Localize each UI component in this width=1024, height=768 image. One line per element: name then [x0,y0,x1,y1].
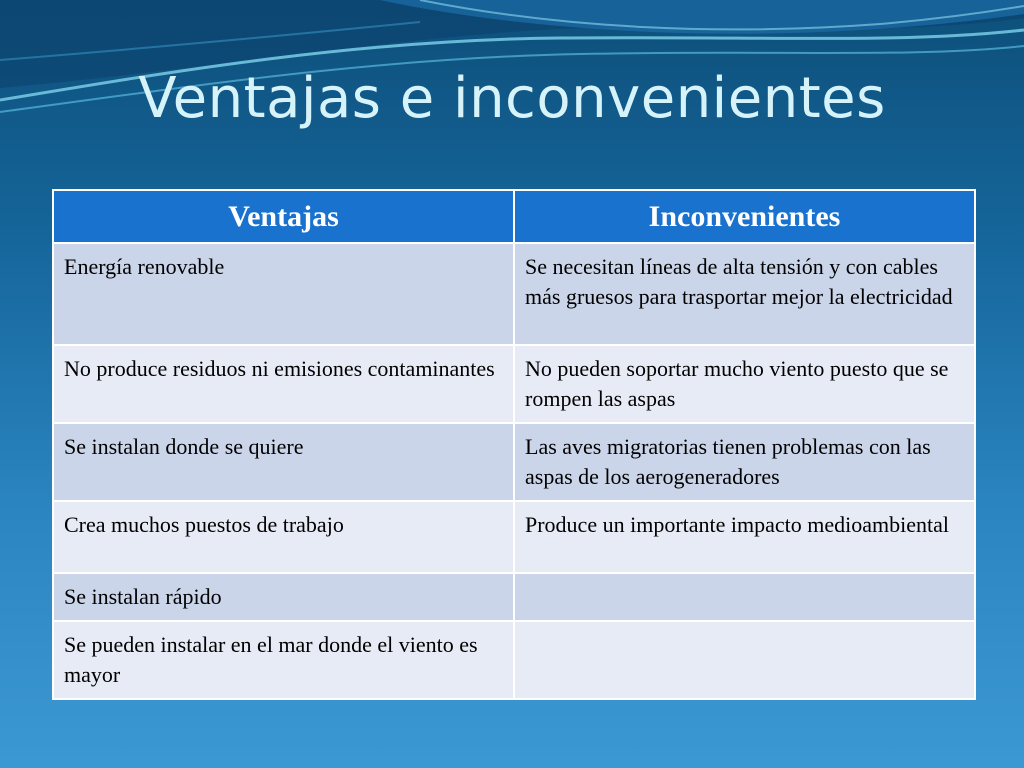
table-header-row [53,190,975,243]
table-row [53,423,975,501]
inconveniente-cell [514,621,975,699]
inconveniente-cell: No pueden soportar mucho viento puesto que se rompen las aspas [514,345,975,423]
ventaja-cell: Crea muchos puestos de trabajo [53,501,514,573]
table-row [53,573,975,621]
ventaja-cell: Se pueden instalar en el mar donde el viento es mayor [53,621,514,699]
inconveniente-cell: Produce un importante impacto medioambiental [514,501,975,573]
table-row [53,243,975,345]
inconveniente-cell: Las aves migratorias tienen problemas con las aspas de los aerogeneradores [514,423,975,501]
ventaja-cell: Energía renovable [53,243,514,345]
ventaja-cell: Se instalan rápido [53,573,514,621]
table-row [53,345,975,423]
header-ventajas: Ventajas [53,190,514,243]
inconveniente-cell [514,573,975,621]
comparison-table [52,189,976,700]
slide-title: Ventajas e inconvenientes [138,66,886,131]
ventaja-cell: No produce residuos ni emisiones contaminantes [53,345,514,423]
header-inconvenientes: Inconvenientes [514,190,975,243]
inconveniente-cell: Se necesitan líneas de alta tensión y con cables más gruesos para trasportar mejor la electricidad [514,243,975,345]
table-row [53,621,975,699]
ventaja-cell: Se instalan donde se quiere [53,423,514,501]
table-row [53,501,975,573]
